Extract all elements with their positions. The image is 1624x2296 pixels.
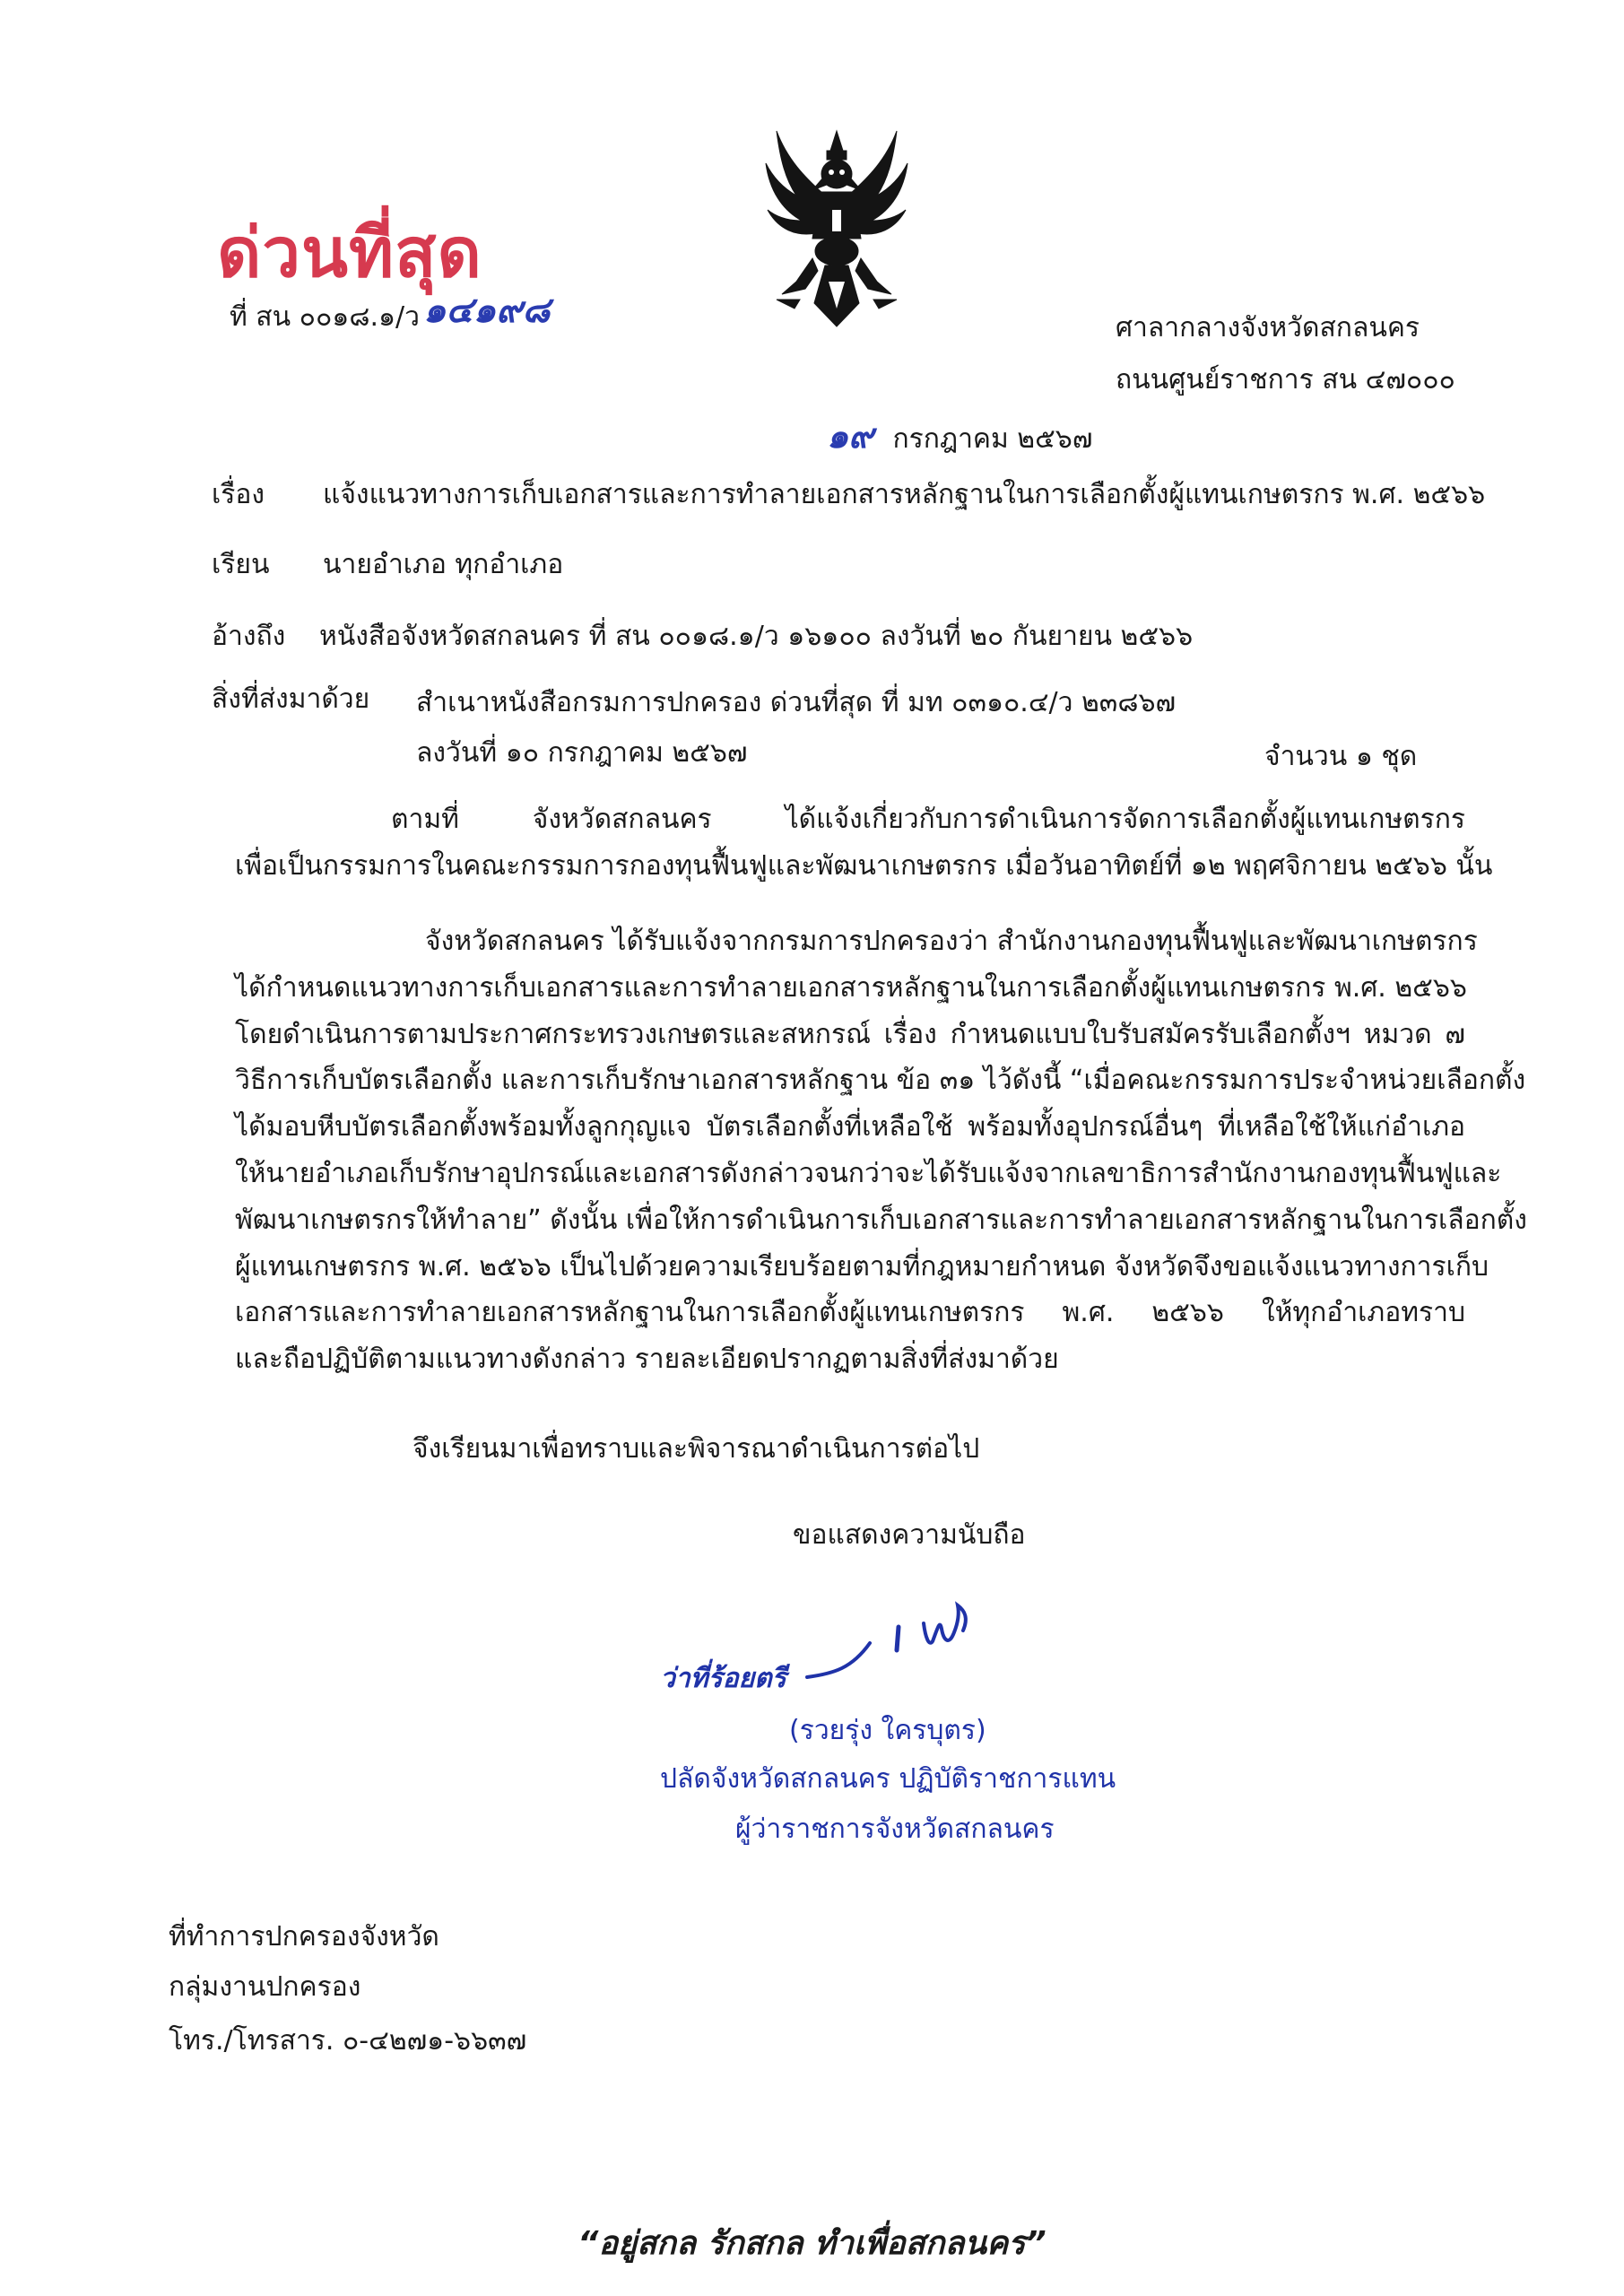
reference-text: หนังสือจังหวัดสกลนคร ที่ สน ๐๐๑๘.๑/ว ๑๖๑๐๐ ลงวันที่ ๒๐ กันยายน ๒๕๖๖ (319, 621, 1194, 652)
office-address-line2: ถนนศูนย์ราชการ สน ๔๗๐๐๐ (1116, 364, 1455, 396)
signatory-name: (รวยรุ่ง ใครบุตร) (789, 1715, 986, 1746)
salutation-label: เรียน (212, 549, 270, 580)
footer-motto: “อยู่สกล รักสกล ทำเพื่อสกลนคร” (578, 2225, 1046, 2262)
office-contact-line1: ที่ทำการปกครองจังหวัด (169, 1921, 439, 1952)
signatory-rank: ว่าที่ร้อยตรี (660, 1663, 786, 1694)
paragraph2-line: จังหวัดสกลนคร ได้รับแจ้งจากกรมการปกครองว่า สำนักงานกองทุนฟื้นฟูและพัฒนาเกษตรกร (425, 926, 1478, 957)
urgent-stamp: ด่วนที่สุด (217, 213, 482, 292)
document-number-handwritten: ๑๔๑๙๘ (423, 290, 551, 331)
paragraph-body (235, 918, 1527, 1383)
reference-label: อ้างถึง (212, 621, 286, 652)
paragraph2-line: ได้มอบหีบบัตรเลือกตั้งพร้อมทั้งลูกกุญแจ บัตรเลือกตั้งที่เหลือใช้ พร้อมทั้งอุปกรณ์อื่นๆ ที่เหลือใช้ให้แก่อำเภอ (235, 1111, 1465, 1144)
paragraph2-line: ได้กำหนดแนวทางการเก็บเอกสารและการทำลายเอกสารหลักฐานในการเลือกตั้งผู้แทนเกษตรกร พ.ศ. ๒๕๖๖ (235, 971, 1467, 1004)
salutation-text: นายอำเภอ ทุกอำเภอ (323, 549, 564, 580)
date-day-handwritten: ๑๙ (827, 416, 873, 456)
paragraph2-line: พัฒนาเกษตรกรให้ทำลาย” ดังนั้น เพื่อให้การดำเนินการเก็บเอกสารและการทำลายเอกสารหลักฐานในการเลือกตั้ง (235, 1204, 1527, 1236)
signatory-position1: ปลัดจังหวัดสกลนคร ปฏิบัติราชการแทน (660, 1763, 1116, 1795)
document-number (230, 290, 551, 335)
signatory-position2: ผู้ว่าราชการจังหวัดสกลนคร (735, 1813, 1055, 1845)
handwritten-signature (798, 1587, 1013, 1695)
enclosure-line2: ลงวันที่ ๑๐ กรกฎาคม ๒๕๖๗ (416, 737, 748, 769)
paragraph2-line: เอกสารและการทำลายเอกสารหลักฐานในการเลือกตั้งผู้แทนเกษตรกร พ.ศ. ๒๕๖๖ ให้ทุกอำเภอทราบ (235, 1297, 1465, 1329)
paragraph1-line: เพื่อเป็นกรรมการในคณะกรรมการกองทุนฟื้นฟูและพัฒนาเกษตรกร เมื่อวันอาทิตย์ที่ ๑๒ พฤศจิกายน ๒๕๖๖ นั้น (235, 849, 1493, 882)
closing-request: จึงเรียนมาเพื่อทราบและพิจารณาดำเนินการต่อไป (413, 1433, 980, 1465)
paragraph1-line: ตามที่ จังหวัดสกลนคร ได้แจ้งเกี่ยวกับการดำเนินการจัดการเลือกตั้งผู้แทนเกษตรกร (391, 804, 1465, 835)
paragraph2-line: ให้นายอำเภอเก็บรักษาอุปกรณ์และเอกสารดังกล่าวจนกว่าจะได้รับแจ้งจากเลขาธิการสำนักงานกองทุนฟื้นฟูและ (235, 1157, 1502, 1189)
subject-label: เรื่อง (212, 479, 265, 510)
enclosure-line1: สำเนาหนังสือกรมการปกครอง ด่วนที่สุด ที่ มท ๐๓๑๐.๔/ว ๒๓๘๖๗ (416, 687, 1177, 718)
paragraph2-line: โดยดำเนินการตามประกาศกระทรวงเกษตรและสหกรณ์ เรื่อง กำหนดแบบใบรับสมัครรับเลือกตั้งฯ หมวด ๗ (235, 1018, 1465, 1050)
garuda-emblem-icon (760, 124, 913, 332)
date-month-year: กรกฎาคม ๒๕๖๗ (892, 423, 1093, 455)
subject-text: แจ้งแนวทางการเก็บเอกสารและการทำลายเอกสารหลักฐานในการเลือกตั้งผู้แทนเกษตรกร พ.ศ. ๒๕๖๖ (323, 479, 1486, 510)
paragraph2-line: วิธีการเก็บบัตรเลือกตั้ง และการเก็บรักษาเอกสารหลักฐาน ข้อ ๓๑ ไว้ดังนี้ “เมื่อคณะกรรมการประจำหน่วยเลือกตั้ง (235, 1065, 1526, 1097)
office-contact-line2: กลุ่มงานปกครอง (169, 1971, 361, 2003)
document-number-prefix: ที่ สน ๐๐๑๘.๑/ว (230, 301, 421, 333)
paragraph2-line: และถือปฏิบัติตามแนวทางดังกล่าว รายละเอียดปรากฏตามสิ่งที่ส่งมาด้วย (235, 1344, 1059, 1376)
complimentary-close: ขอแสดงความนับถือ (793, 1519, 1026, 1551)
enclosure-quantity: จำนวน ๑ ชุด (1264, 741, 1418, 772)
office-contact-phone: โทร./โทรสาร. ๐-๔๒๗๑-๖๖๓๗ (169, 2025, 527, 2057)
enclosure-label: สิ่งที่ส่งมาด้วย (212, 683, 370, 715)
office-address-line1: ศาลากลางจังหวัดสกลนคร (1116, 312, 1420, 344)
paragraph2-line: ผู้แทนเกษตรกร พ.ศ. ๒๕๖๖ เป็นไปด้วยความเรียบร้อยตามที่กฎหมายกำหนด จังหวัดจึงขอแจ้งแนวทางการเก็บ (235, 1250, 1489, 1283)
paragraph-background (235, 796, 1493, 890)
document-date (827, 418, 1092, 457)
